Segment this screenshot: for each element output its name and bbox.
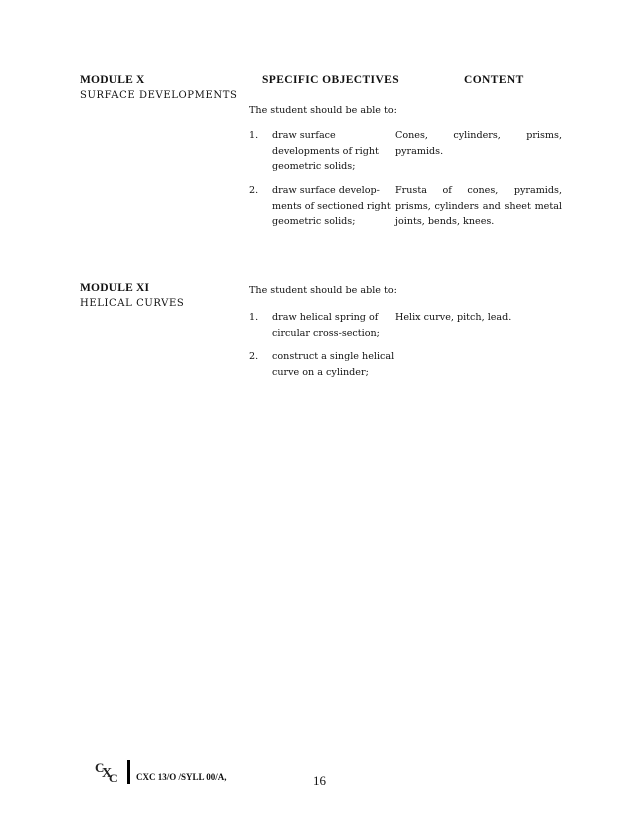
- module-x-content-1: Cones, cylinders, prisms, pyramids.: [395, 130, 562, 157]
- content-header: CONTENT: [464, 74, 524, 86]
- module-x-objective-1-number: 1.: [249, 130, 259, 141]
- module-xi-objective-2-number: 2.: [249, 351, 259, 362]
- module-xi-objective-1-text: draw helical spring of circular cross-section;: [272, 312, 380, 339]
- module-x-content-2: Frusta of cones, pyramids, prisms, cylinders and sheet metal joints, bends, knees.: [395, 185, 562, 227]
- footer-divider: [127, 760, 130, 784]
- module-xi-intro: The student should be able to:: [249, 285, 397, 296]
- specific-objectives-header: SPECIFIC OBJECTIVES: [262, 74, 400, 86]
- page-number: 16: [313, 773, 326, 788]
- module-x-intro: The student should be able to:: [249, 105, 397, 116]
- module-xi-objective-2-text: construct a single helical curve on a cylinder;: [272, 351, 395, 378]
- svg-text:C: C: [95, 760, 105, 775]
- cxc-logo-icon: [94, 758, 122, 784]
- cxc-logo: [94, 758, 122, 784]
- module-x-subtitle: SURFACE DEVELOPMENTS: [80, 90, 238, 101]
- syllabus-code: CXC 13/O /SYLL 00/A,: [136, 772, 227, 782]
- module-xi-subtitle: HELICAL CURVES: [80, 298, 185, 309]
- svg-text:X: X: [102, 766, 113, 781]
- module-x-objective-2-text: draw surface develop-ments of sectioned right geometric solids;: [272, 185, 391, 227]
- module-x-objective-1-text: draw surface developments of right geometric solids;: [272, 130, 379, 172]
- module-xi-objective-1-number: 1.: [249, 312, 259, 323]
- module-xi-content-1: Helix curve, pitch, lead.: [395, 312, 512, 323]
- module-x-objective-2-number: 2.: [249, 185, 259, 196]
- svg-text:C: C: [109, 771, 118, 784]
- module-xi-title: MODULE XI: [80, 282, 150, 294]
- module-x-title: MODULE X: [80, 74, 145, 86]
